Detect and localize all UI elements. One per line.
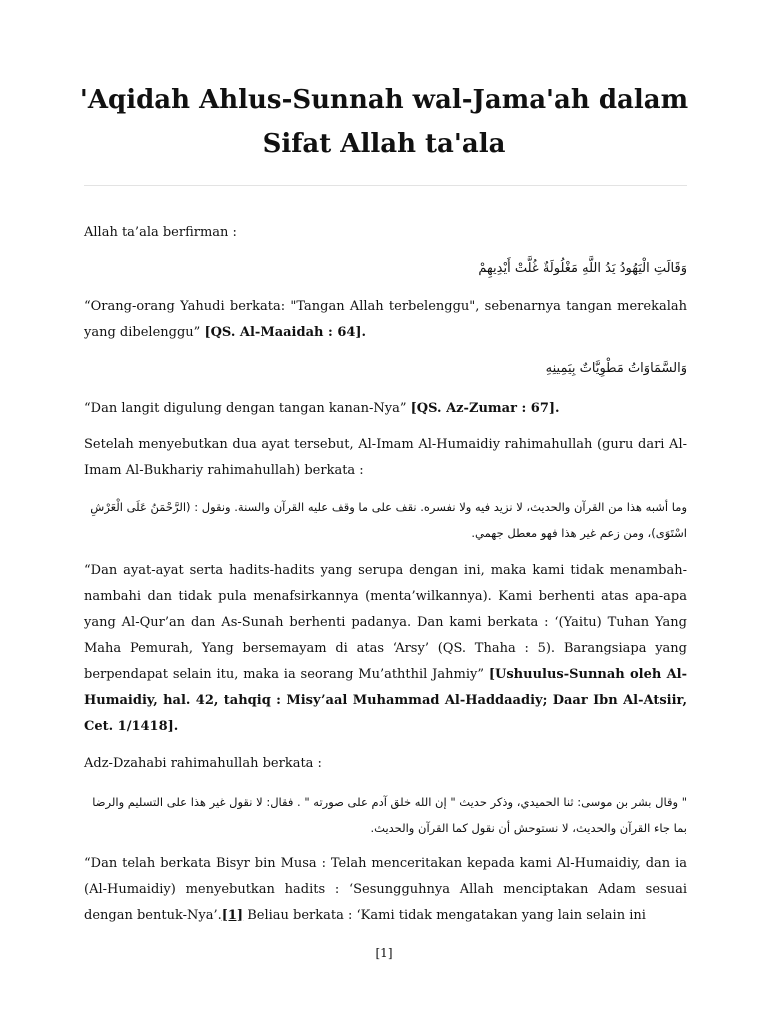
- translation-text-4a: “Dan telah berkata Bisyr bin Musa : Telah menceritakan kepada kami Al-Humaidiy, dan ia (Al-Humaidiy) menyebutkan hadits : ‘Sesungguhnya Allah menciptakan Adam sesuai dengan bentuk-Nya’.: [84, 856, 687, 923]
- page-number: [1]: [375, 946, 393, 960]
- dzahabi-intro: Adz-Dzahabi rahimahullah berkata :: [84, 756, 322, 771]
- arabic-quote-humaidiy: وما أشبه هذا من القرآن والحديث، لا نزيد فيه ولا نفسره. نقف على ما وقف عليه القرآن والسنة. ونقول : (الرَّحْمَنُ عَلَى الْعَرْشِ اسْتَوَى)، ومن زعم غير هذا فهو معطل جهمي.: [90, 500, 687, 540]
- title-line-1: 'Aqidah Ahlus-Sunnah wal-Jama'ah dalam: [79, 85, 689, 115]
- intro-paragraph: Allah ta’ala berfirman :: [84, 225, 237, 240]
- title-divider: [84, 185, 687, 186]
- arabic-verse-1: وَقَالَتِ الْيَهُودُ يَدُ اللَّهِ مَغْلُولَةٌ غُلَّتْ أَيْدِيهِمْ: [478, 261, 687, 276]
- translation-text-2: “Dan langit digulung dengan tangan kanan-Nya”: [84, 401, 407, 416]
- translation-text-1: “Orang-orang Yahudi berkata: "Tangan Allah terbelenggu", sebenarnya tangan merekalah yang dibelenggu”: [84, 299, 687, 340]
- page-title: [60, 78, 708, 166]
- translation-paragraph-2: [84, 396, 687, 422]
- arabic-verse-2: وَالسَّمَاوَاتُ مَطْوِيَّاتٌ بِيَمِينِهِ: [545, 361, 687, 376]
- citation-3: [Ushuulus-Sunnah oleh Al-Humaidiy, hal. 42, tahqiq : Misy’aal Muhammad Al-Haddaadiy; Daar Ibn Al-Atsiir, Cet. 1/1418].: [84, 667, 687, 734]
- arabic-quote-dzahabi: " وقال بشر بن موسى: ثنا الحميدي، وذكر حديث " إن الله خلق آدم على صورته " . فقال: لا نقول غير هذا على التسليم والرضا بما جاء القرآن والحديث، لا نستوحش أن نقول كما القرآن والحديث.: [92, 795, 687, 835]
- citation-2: [QS. Az-Zumar : 67].: [410, 401, 560, 416]
- translation-text-3: “Dan ayat-ayat serta hadits-hadits yang serupa dengan ini, maka kami tidak menambah-nambahi dan tidak pula menafsirkannya (menta’wilkannya). Kami berhenti atas apa-apa yang Al-Qur’an dan As-Sunah berhenti padanya. Dan kami berkata : ‘(Yaitu) Tuhan Yang Maha Pemurah, Yang bersemayam di atas ‘Arsy’ (QS. Thaha : 5). Barangsiapa yang berpendapat selain itu, maka ia seorang Mu’aththil Jahmiy”: [84, 563, 687, 682]
- translation-text-4b: Beliau berkata : ‘Kami tidak mengatakan yang lain selain ini: [243, 908, 646, 923]
- translation-paragraph-1: [84, 294, 687, 346]
- translation-paragraph-3: [84, 558, 687, 740]
- context-paragraph: Setelah menyebutkan dua ayat tersebut, Al-Imam Al-Humaidiy rahimahullah (guru dari Al-Imam Al-Bukhariy rahimahullah) berkata :: [84, 437, 687, 478]
- translation-paragraph-4: [84, 851, 687, 929]
- footnote-link[interactable]: [1]: [221, 908, 244, 923]
- citation-1: [QS. Al-Maaidah : 64].: [204, 325, 367, 340]
- title-line-2: Sifat Allah ta'ala: [262, 129, 506, 159]
